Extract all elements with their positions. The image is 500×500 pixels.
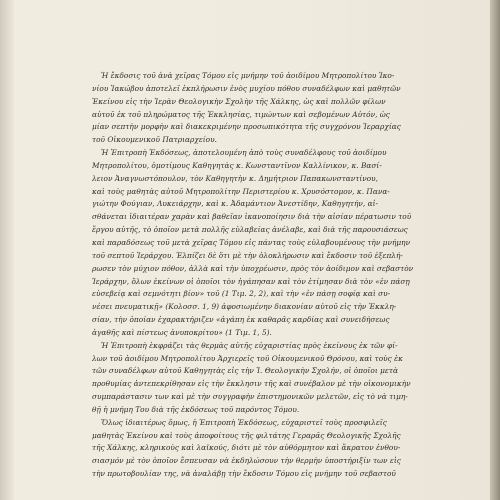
text-line: Ὅλως ἰδιαιτέρως ὅμως, ἡ Ἐπιτροπὴ Ἐκδόσεως, εὐχαριστεῖ τοὺς προσφιλεῖς (101, 417, 387, 427)
text-line: μαθητὰς Ἐκείνου καὶ τοὺς ἀποφοίτους τῆς φιλτάτης Γεραρᾶς Θεολογικῆς Σχολῆς (92, 430, 401, 440)
book-gutter (0, 0, 14, 500)
text-line: καὶ παραδόσεως τοῦ μετὰ χεῖρας Τόμου εἰς πάντας τοὺς εὐλαβουμένους τὴν μνήμην (92, 237, 411, 247)
text-line: ρωσεν τὸν μύχιον πόθον, ἀλλὰ καὶ τὴν ὑποχρέωσιν, πρὸς τὸν ἀοίδιμον καὶ σεβαστὸν (92, 263, 414, 273)
text-line: Μητροπολίτου, ὁμοτίμους Καθηγητὰς κ. Κωνσταντῖνον Καλλίνικον, κ. Βασί- (92, 160, 382, 170)
text-line: σιασμόν μὲ τὸν ὁποῖον ἔσπευσαν νὰ ἐκδηλώσουν τὴν θερμὴν ὑποστήριξίν των εἰς (92, 456, 401, 466)
text-line: Ἡ ἔκδοσις τοῦ ἀνὰ χεῖρας Τόμου εἰς μνήμην τοῦ ἀοιδίμου Μητροπολίτου Ἰκο- (101, 71, 395, 80)
text-line: τὴν πρωτοβουλίαν της, νὰ ἀναλάβῃ τὴν ἔκδοσιν Τόμου εἰς μνήμην τοῦ σεβαστοῦ (92, 469, 396, 479)
text-line: Ἐκείνου εἰς τὴν Ἱερὰν Θεολογικὴν Σχολὴν τῆς Χάλκης, ὡς καὶ πολλῶν φίλων (92, 96, 386, 106)
text-line: νίου Ἰακώβου ἀποτελεῖ ἐκπλήρωσιν ἑνὸς μυχίου πόθου συναδέλφων καὶ μαθητῶν (92, 83, 401, 93)
text-line: τῆς Χάλκης, κληρικοὺς καὶ λαϊκούς, διότι μὲ τὸν αὐθόρμητον καὶ ἄκρατον ἐνθου- (92, 443, 401, 453)
text-line: συμπαράστασιν των καὶ μὲ τὴν συγγραφὴν ἐπιστημονικῶν μελετῶν, εἰς τὸ νὰ τιμη- (92, 392, 408, 402)
text-line: προθυμίας ἀντεπεκρίθησαν εἰς τὴν ἔκκλησιν τῆς καὶ συνέβαλον μὲ τὴν οἰκονομικὴν (92, 379, 411, 389)
text-line: ἀγαθῆς καὶ πίστεως ἀνυποκρίτου» (1 Τιμ. 1, 5). (92, 327, 272, 337)
text-line: ἔργου αὐτῆς, τὸ ὁποῖον μετὰ πολλῆς εὐλαβείας ἀνέλαβε, καὶ διὰ τῆς παρουσιάσεως (92, 225, 408, 235)
text-line: θῇ ἡ μνήμη Του διὰ τῆς ἐκδόσεως τοῦ παρόντος Τόμου. (92, 404, 300, 414)
text-line: καὶ τοὺς μαθητὰς αὐτοῦ Μητροπολίτην Περιστερίου κ. Χρυσόστομον, κ. Πανα- (92, 186, 390, 196)
text-line: εὐσεβείᾳ καὶ σεμνότητι βίον» τοῦ (1 Τιμ. 2, 2), καὶ τὴν «ἐν πάσῃ σοφίᾳ καὶ συ- (92, 289, 391, 299)
text-line: λων τοῦ ἀοιδίμου Μητροπολίτου Ἀρχιερεῖς τοῦ Οἰκουμενικοῦ Θρόνου, καὶ τοὺς ἐκ (92, 353, 403, 363)
text-line: αὐτοῦ ἐκ τοῦ πληρώματος τῆς Ἐκκλησίας, τιμώντων καὶ σεβομένων Αὐτόν, ὡς (92, 109, 390, 119)
text-line: Ἱεράρχην, ὅλων ἐκείνων οἱ ὁποῖοι τὸν ἠγάπησαν καὶ τὸν ἐτίμησαν διὰ τὸν «ἐν πάσῃ (92, 276, 410, 286)
text-line: Ἡ Ἐπιτροπὴ ἐκφράζει τὰς θερμὰς αὐτῆς εὐχαριστίας πρὸς ἐκείνους ἐκ τῶν φί- (101, 340, 398, 350)
text-line: λειον Ἀναγνωστόπουλον, τὸν Καθηγητὴν κ. Δημήτριον Παπακωνσταντίνου, (92, 173, 379, 183)
page-edge (490, 0, 500, 500)
body-text (92, 70, 474, 481)
text-line: Ἡ Ἐπιτροπὴ Ἐκδόσεως, ἀποτελουμένη ἀπὸ τοὺς συναδέλφους τοῦ ἀοιδίμου (101, 148, 387, 158)
text-line: μίαν σεπτὴν μορφὴν καὶ διακεκριμένην προσωπικότητα τῆς συγχρόνου Ἱεραρχίας (92, 122, 401, 132)
text-line: γιώτην Φούγιαν, Λυκειάρχην, καὶ κ. Ἀδαμάντιον Ἀνεστίδην, Καθηγητήν, αἰ- (92, 199, 378, 209)
text-line: σίαν, τὴν ὁποίαν ἐχαρακτήριζεν «ἀγάπη ἐκ καθαρᾶς καρδίας καὶ συνειδήσεως (92, 315, 390, 325)
text-line: σθάνεται ἰδιαιτέραν χαρὰν καὶ βαθεῖαν ἱκανοποίησιν διὰ τὴν αἰσίαν πέρατωσιν τοῦ (92, 212, 412, 222)
text-line: τοῦ σεπτοῦ Ἱεράρχου. Ἐλπίζει δὲ ὅτι μὲ τὴν ὁλοκλήρωσιν καὶ ἔκδοσιν τοῦ ἐξεπλή- (92, 250, 403, 260)
text-line: τῶν συναδέλφων αὐτοῦ Καθηγητὰς εἰς τὴν Ἱ. Θεολογικὴν Σχολήν, οἱ ὁποῖοι μετὰ (92, 366, 398, 376)
text-line: τοῦ Οἰκουμενικοῦ Πατριαρχείου. (92, 135, 217, 145)
text-line: νέσει πνευματικῇ» (Κολοσσ. 1, 9) ἀφοσιωμένην διακονίαν αὐτοῦ εἰς τὴν Ἐκκλη- (92, 302, 397, 312)
